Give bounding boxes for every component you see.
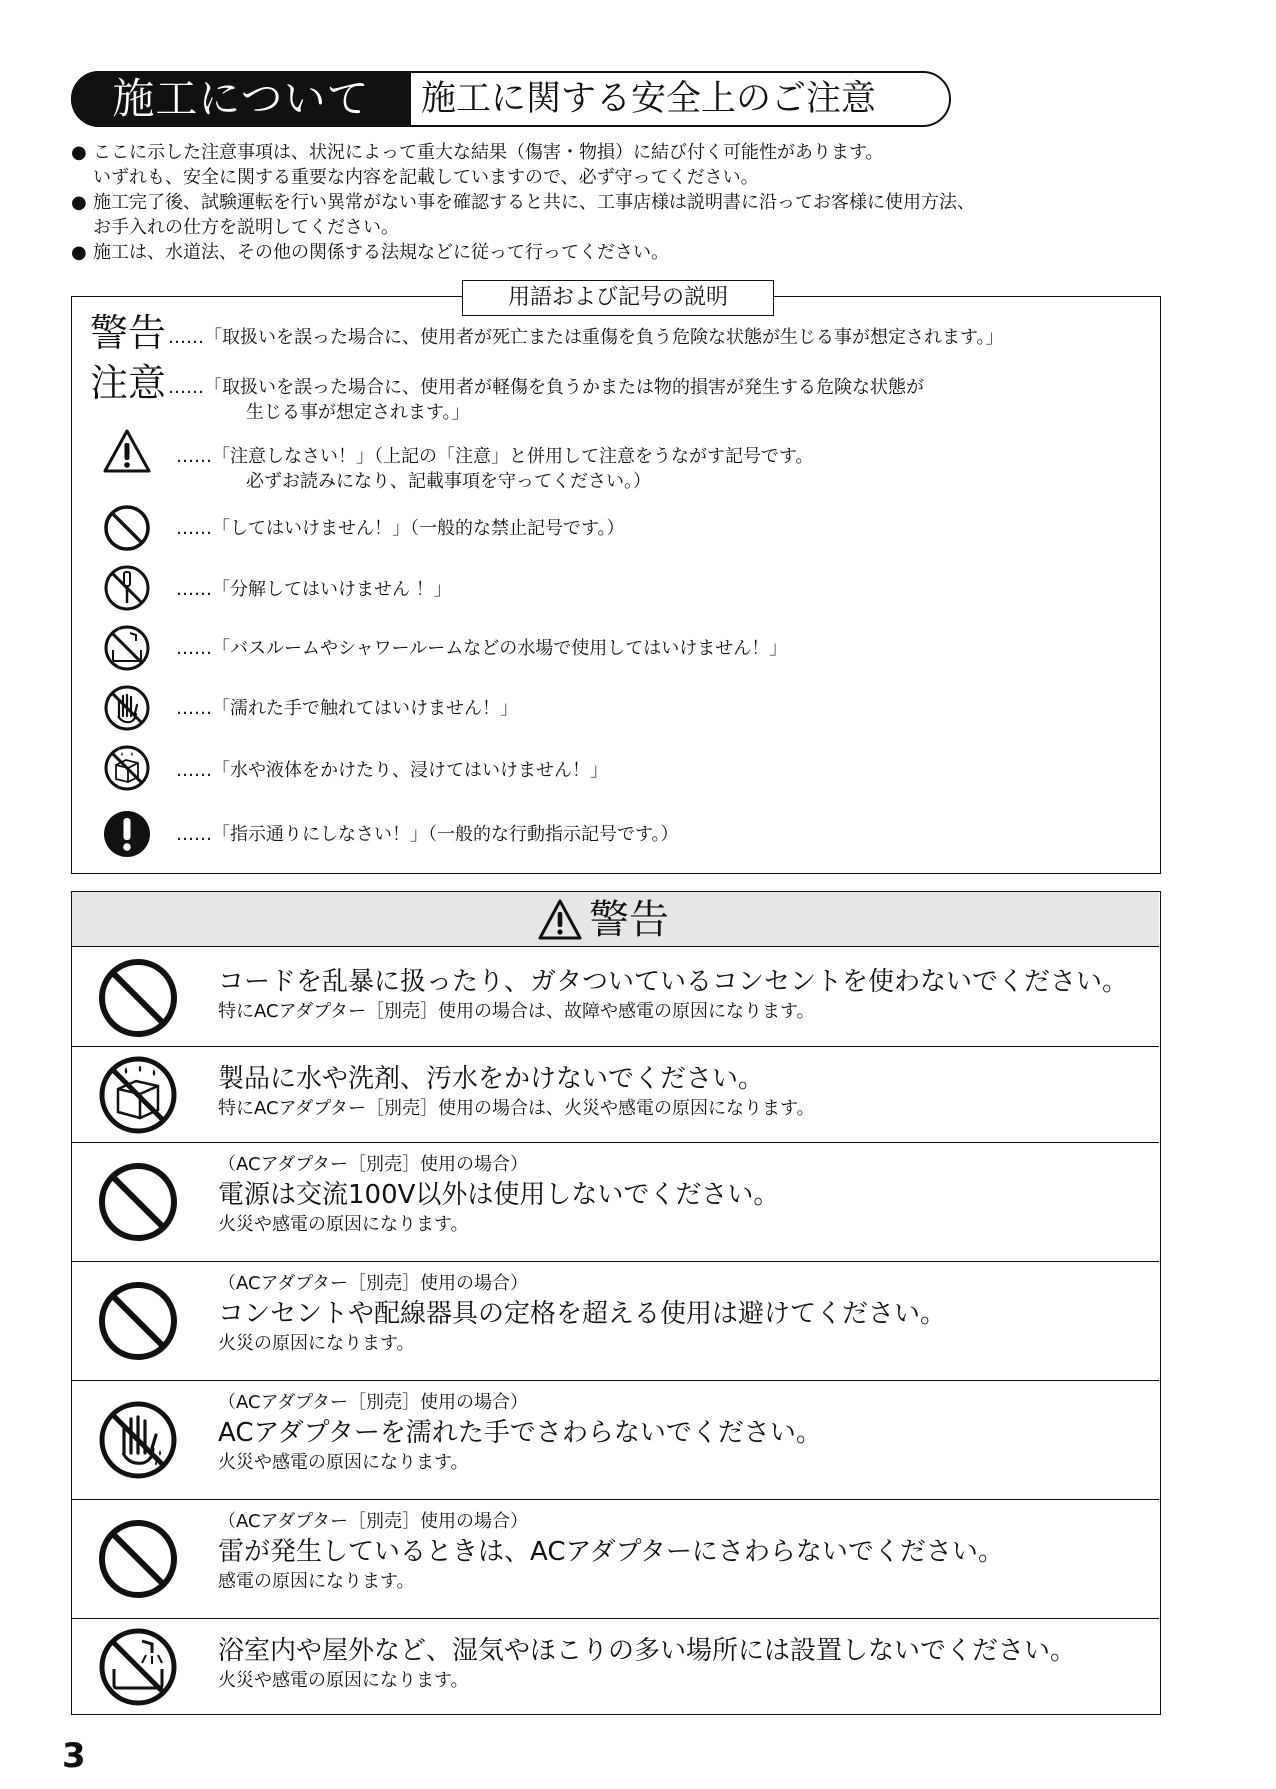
- warning-item-6-main: 雷が発生しているときは、ACアダプターにさわらないでください。: [218, 1537, 1004, 1567]
- header-title: 施工に関する安全上のご注意: [421, 79, 877, 119]
- warning-term: 警告: [90, 311, 167, 355]
- no-water-icon: [102, 743, 152, 793]
- caution-triangle-icon: [102, 427, 152, 477]
- warning-item-7-sub: 火災や感電の原因になります。: [218, 1670, 469, 1691]
- warning-item-6-sub: 感電の原因になります。: [218, 1571, 415, 1592]
- legend-symbol-desc-2: ……「してはいけません！」（一般的な禁止記号です。）: [176, 518, 625, 539]
- legend-symbol-desc-7: ……「指示通りにしなさい！」（一般的な行動指示記号です。）: [176, 824, 679, 845]
- no-wet-hands-icon: [102, 683, 152, 733]
- caution-term-desc-2: 生じる事が想定されます。」: [246, 402, 470, 423]
- legend-symbol-desc-5: ……「濡れた手で触れてはいけません！」: [176, 698, 518, 719]
- intro-bullet-1: ● ここに示した注意事項は、状況によって重大な結果（傷害・物損）に結び付く可能性があります。 いずれも、安全に関する重要な内容を記載していますので、必ず守ってください。: [71, 140, 1171, 190]
- warning-item-4-sub: 火災の原因になります。: [218, 1333, 415, 1354]
- warning-item-6-pre: （ACアダプター［別売］使用の場合）: [218, 1511, 529, 1532]
- warning-item-6: [72, 1500, 1159, 1619]
- warning-item-3: [72, 1143, 1159, 1262]
- caution-term: 注意: [90, 361, 167, 405]
- mandatory-action-icon: [102, 809, 152, 859]
- legend-symbol-desc-6: ……「水や液体をかけたり、浸けてはいけません！」: [176, 760, 608, 781]
- intro-bullet-3: ● 施工は、水道法、その他の関係する法規などに従って行ってください。: [71, 240, 1171, 265]
- no-wet-hands-icon: [96, 1398, 180, 1482]
- warning-header: [72, 892, 1159, 947]
- prohibition-icon: [102, 503, 152, 553]
- warning-item-3-main: 電源は交流100V以外は使用しないでください。: [218, 1180, 780, 1210]
- symbol-legend: [71, 285, 1161, 874]
- warning-item-1-main: コードを乱暴に扱ったり、ガタついているコンセントを使わないでください。: [218, 967, 1129, 997]
- prohibition-icon: [96, 1160, 180, 1244]
- legend-symbol-desc-3: ……「分解してはいけません ！」: [176, 579, 452, 600]
- legend-symbol-desc-4: ……「バスルームやシャワールームなどの水場で使用してはいけません！」: [176, 638, 788, 659]
- legend-title: 用語および記号の説明: [462, 280, 774, 316]
- prohibition-icon: [96, 1279, 180, 1363]
- caution-term-desc-1: ……「取扱いを誤った場合に、使用者が軽傷を負うかまたは物的損害が発生する危険な状態が: [168, 377, 924, 398]
- prohibition-icon: [96, 1517, 180, 1601]
- prohibition-icon: [96, 956, 180, 1040]
- warning-item-1: [72, 948, 1159, 1047]
- warning-item-2: [72, 1047, 1159, 1143]
- warning-item-7-main: 浴室内や屋外など、湿気やほこりの多い場所には設置しないでください。: [218, 1636, 1077, 1666]
- warning-item-5: [72, 1381, 1159, 1500]
- no-bathroom-icon: [102, 623, 152, 673]
- caution-triangle-icon: [537, 898, 583, 942]
- warning-item-1-sub: 特にACアダプター［別売］使用の場合は、故障や感電の原因になります。: [218, 1001, 815, 1022]
- no-water-icon: [96, 1053, 180, 1137]
- warning-box: [71, 891, 1161, 1715]
- warning-item-5-pre: （ACアダプター［別売］使用の場合）: [218, 1392, 529, 1413]
- warning-item-2-sub: 特にACアダプター［別売］使用の場合は、火災や感電の原因になります。: [218, 1098, 815, 1119]
- warning-item-3-sub: 火災や感電の原因になります。: [218, 1214, 469, 1235]
- section-header: [71, 71, 951, 127]
- warning-term-desc: ……「取扱いを誤った場合に、使用者が死亡または重傷を負う危険な状態が生じる事が想定されます。」: [168, 327, 1004, 348]
- intro-notes: [71, 140, 1171, 265]
- header-tag: 施工について: [71, 71, 411, 127]
- warning-item-4-pre: （ACアダプター［別売］使用の場合）: [218, 1273, 529, 1294]
- warning-title: 警告: [589, 897, 669, 943]
- intro-bullet-2: ● 施工完了後、試験運転を行い異常がない事を確認すると共に、工事店様は説明書に沿ってお客様に使用方法、 お手入れの仕方を説明してください。: [71, 190, 1171, 240]
- legend-symbol-desc-1b: 必ずお読みになり、記載事項を守ってください。）: [246, 471, 651, 492]
- no-disassembly-icon: [102, 563, 152, 613]
- no-bathroom-icon: [96, 1625, 180, 1709]
- warning-item-2-main: 製品に水や洗剤、汚水をかけないでください。: [218, 1064, 765, 1094]
- warning-item-4: [72, 1262, 1159, 1381]
- warning-item-5-main: ACアダプターを濡れた手でさわらないでください。: [218, 1418, 822, 1448]
- warning-item-4-main: コンセントや配線器具の定格を超える使用は避けてください。: [218, 1299, 947, 1329]
- page-number: 3: [62, 1736, 86, 1776]
- warning-item-5-sub: 火災や感電の原因になります。: [218, 1452, 469, 1473]
- warning-item-7: [72, 1619, 1159, 1714]
- legend-symbol-desc-1a: ……「注意しなさい！」（上記の「注意」と併用して注意をうながす記号です。: [176, 446, 814, 467]
- warning-item-3-pre: （ACアダプター［別売］使用の場合）: [218, 1154, 529, 1175]
